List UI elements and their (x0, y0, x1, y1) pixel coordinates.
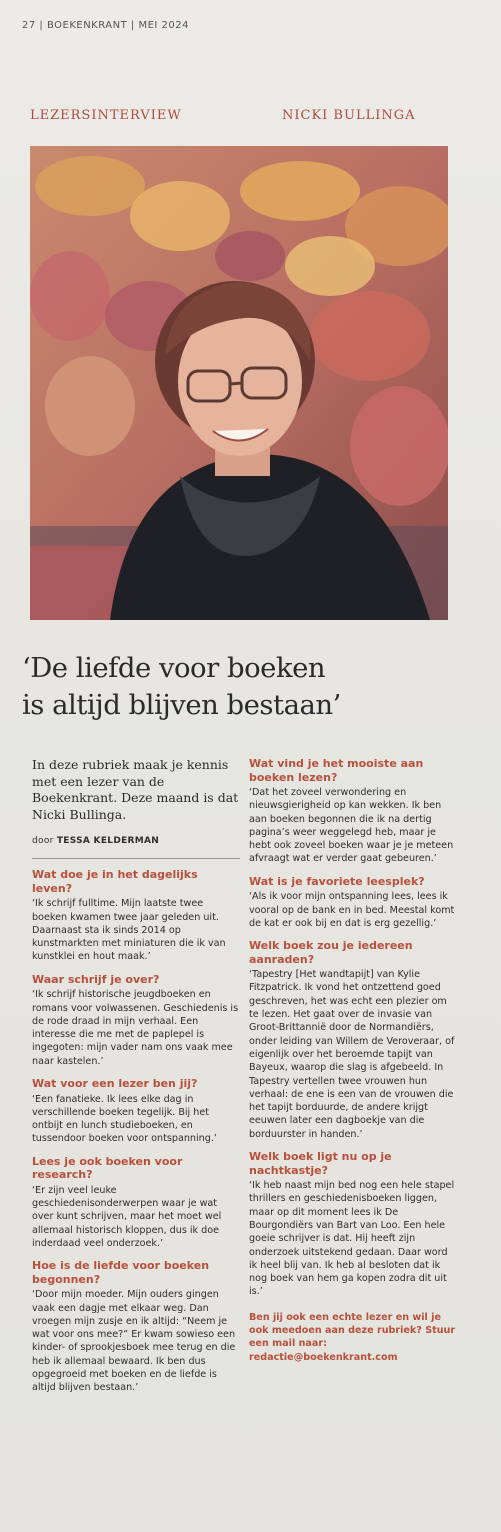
question-heading: Wat voor een lezer ben jij? (32, 1077, 198, 1091)
question-heading: Welk boek ligt nu op je nachtkastje? (249, 1150, 392, 1177)
column-right (249, 757, 457, 1364)
column-left (32, 757, 240, 1395)
question-heading: Wat doe je in het dagelijks leven? (32, 868, 198, 895)
portrait-photo (30, 146, 448, 620)
answer-text: ‘Als ik voor mijn ontspanning lees, lees ik vooral op de bank en in bed. Meestal komt de kat er ook bij en dat is erg gezellig.’ (249, 891, 455, 929)
question-heading: Lees je ook boeken voor research? (32, 1154, 183, 1182)
page-folio: 27 | BOEKENKRANT | MEI 2024 (22, 20, 189, 31)
answer-text: ‘Door mijn moeder. Mijn ouders gingen vaak een dagje met elkaar weg. Dan vroegen mijn zusje en ik altijd: “Neem je wat voor ons mee?” Er kwam sowieso een kinder- of sprookjesboek mee terug en die heb ik allemaal bewaard. Ik ben dus opgegroeid met boeken en de liefde is altijd blijven bestaan.’ (32, 1289, 236, 1394)
answer-text: ‘Er zijn veel leuke geschiedenisonderwerpen waar je wat over kunt schrijven, maar het moet wel allemaal historisch kloppen, dus ik doe inderdaad veel onderzoek.’ (32, 1184, 222, 1249)
contact-email-link[interactable]: redactie@boekenkrant.com (249, 1351, 398, 1363)
answer-text: ‘Tapestry [Het wandtapijt] van Kylie Fitzpatrick. Ik vond het ontzettend goed geschreven, het was echt een plezier om te lezen. Het gaat over de invasie van Groot-Brittannië door de Normandiërs, onder leiding van Willem de Veroveraar, of eigenlijk over het beroemde tapijt van Bayeux, waarop die slag is afgebeeld. In Tapestry vertellen twee vrouwen hun verhaal: de ene is een van de vrouwen die het tapijt borduurde, de andere krijgt eeuwen later een dagboekje van die borduurster in handen.’ (249, 969, 455, 1140)
question-heading: Wat is je favoriete leesplek? (249, 874, 425, 888)
answer-text: ‘Dat het zoveel verwondering en nieuwsgierigheid op kan wekken. Ik ben aan boeken begonnen die ik na dertig pagina’s weer weggelegd heb, maar je hebt ook zoveel boeken waar je je meteen afvraagt wat er verder gaat gebeuren.’ (249, 787, 454, 865)
article-intro: In deze rubriek maak je kennis met een lezer van de Boekenkrant. Deze maand is dat Nicki Bullinga. (32, 757, 239, 822)
headline-line-2: is altijd blijven bestaan’ (22, 689, 341, 721)
answer-text: ‘Ik heb naast mijn bed nog een hele stapel thrillers en geschiedenisboeken liggen, maar op dit moment lees ik De Bourgondiërs van Bart van Loo. Een hele goeie schrijver is dat. Hij heeft zijn onderzoek uitstekend gedaan. Daar word ik heel blij van. Ik heb al besloten dat ik nog boek van hem ga kopen zodra dit uit is.’ (249, 1180, 455, 1298)
question-heading: Waar schrijf je over? (32, 972, 160, 986)
question-heading: Hoe is de liefde voor boeken begonnen? (32, 1259, 210, 1286)
article-headline (22, 650, 482, 724)
headline-line-1: ‘De liefde voor boeken (22, 652, 326, 684)
byline (32, 835, 240, 848)
portrait-illustration (30, 146, 448, 620)
divider (32, 858, 240, 859)
answer-text: ‘Een fanatieke. Ik lees elke dag in verschillende boeken tegelijk. Bij het ontbijt en lunch studieboeken, en tussendoor boeken voor ontspanning.’ (32, 1093, 217, 1145)
byline-prefix: door (32, 836, 54, 846)
answer-text: ‘Ik schrijf fulltime. Mijn laatste twee boeken kwamen twee jaar geleden uit. Daarnaast sta ik sinds 2014 op kunstmarkten met miniaturen die ik van kunstklei en hout maak.’ (32, 898, 226, 963)
byline-author: TESSA KELDERMAN (56, 836, 160, 846)
interviewee-name: NICKI BULLINGA (282, 108, 416, 123)
question-heading: Welk boek zou je iedereen aanraden? (249, 939, 413, 966)
section-label: LEZERSINTERVIEW (30, 108, 182, 123)
call-to-action: Ben jij ook een echte lezer en wil je ook meedoen aan deze rubriek? Stuur een mail naar: (249, 1311, 456, 1350)
question-heading: Wat vind je het mooiste aan boeken lezen? (249, 757, 424, 784)
answer-text: ‘Ik schrijf historische jeugdboeken en romans voor volwassenen. Geschiedenis is de rode draad in mijn verhaal. Een interesse die me met de paplepel is ingegoten: mijn vader nam ons vaak mee naar kastelen.’ (32, 989, 239, 1067)
